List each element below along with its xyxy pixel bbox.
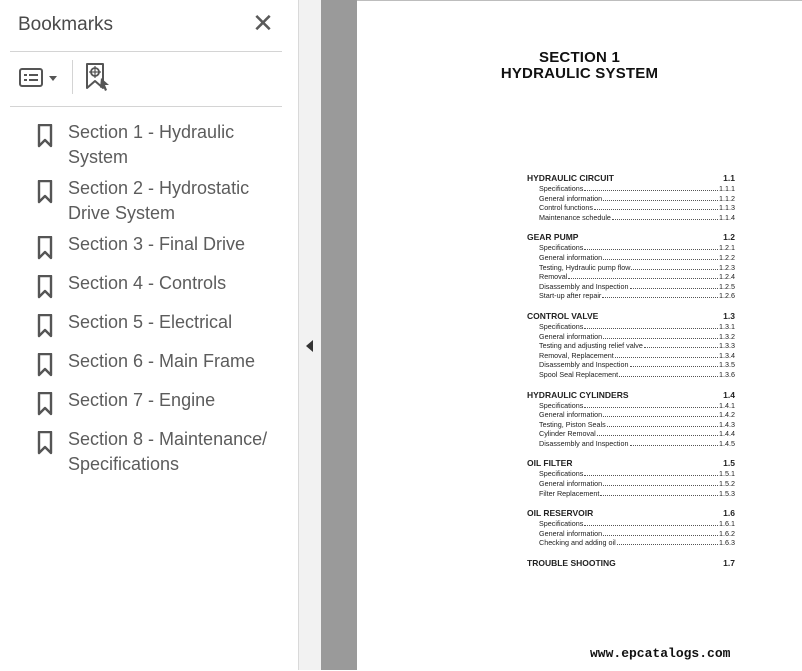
- bookmark-icon: [36, 180, 56, 204]
- section-title: HYDRAULIC SYSTEM: [500, 65, 659, 82]
- collapse-panel-button[interactable]: [303, 338, 317, 354]
- toc-entry: [527, 332, 735, 342]
- toc-entry: [527, 351, 735, 361]
- divider: [10, 106, 282, 107]
- toc-entry-text: Removal, Replacement: [539, 350, 614, 360]
- toc-section: [527, 508, 735, 548]
- toc-entry-number: 1.3.6: [719, 369, 735, 379]
- toc-entry-number: 1.6.2: [719, 528, 735, 538]
- toc-entry-number: 1.1.3: [719, 203, 735, 213]
- toc-entry-number: 1.4.2: [719, 410, 735, 420]
- list-options-icon: [18, 65, 62, 91]
- table-of-contents: [527, 173, 735, 569]
- toc-entry-text: Filter Replacement: [539, 488, 600, 498]
- toc-heading-number: 1.1: [723, 173, 735, 183]
- toc-leader-dots: [584, 248, 718, 250]
- toc-entry-number: 1.6.3: [719, 538, 735, 548]
- toc-entry-number: 1.1.2: [719, 193, 735, 203]
- toc-heading-number: 1.5: [723, 458, 735, 469]
- toc-entry-number: 1.3.2: [719, 331, 735, 341]
- toc-entry: [527, 370, 735, 380]
- toc-section: [527, 458, 735, 498]
- toc-leader-dots: [630, 287, 719, 289]
- toc-leader-dots: [584, 189, 718, 191]
- toc-leader-dots: [603, 484, 718, 486]
- toc-entry-text: General information: [539, 479, 603, 489]
- toc-section: [527, 173, 735, 222]
- toc-section: [527, 390, 735, 449]
- toc-entry: [527, 291, 735, 301]
- toc-section: [527, 311, 735, 380]
- toc-entry: [527, 420, 735, 430]
- toc-heading-number: 1.4: [723, 389, 735, 400]
- toc-leader-dots: [584, 327, 718, 329]
- toc-heading-text: HYDRAULIC CIRCUIT: [527, 173, 614, 183]
- toc-heading: [527, 311, 735, 322]
- toc-entry-text: Control functions: [539, 203, 593, 213]
- bookmark-label: Section 6 - Main Frame: [68, 351, 256, 371]
- toc-leader-dots: [612, 218, 718, 220]
- toc-entry: [527, 213, 735, 223]
- toc-entry: [527, 469, 735, 479]
- bookmark-label: Section 2 - Hydrostatic Drive System: [68, 178, 250, 223]
- toc-entry: [527, 401, 735, 411]
- toc-entry: [527, 489, 735, 499]
- toc-entry-number: 1.2.4: [719, 272, 735, 282]
- toc-entry: [527, 322, 735, 332]
- toc-leader-dots: [603, 199, 718, 201]
- toc-entry: [527, 263, 735, 273]
- page-margin-band: [321, 0, 357, 670]
- toc-entry-text: General information: [539, 193, 603, 203]
- toc-entry-number: 1.2.1: [719, 243, 735, 253]
- watermark: www.epcatalogs.com: [590, 646, 731, 661]
- toc-entry-text: Specifications: [539, 519, 584, 529]
- toc-leader-dots: [594, 208, 718, 210]
- bookmark-icon: [36, 431, 56, 455]
- toc-entry: [527, 184, 735, 194]
- toc-entry-text: General information: [539, 331, 603, 341]
- toc-leader-dots: [568, 277, 718, 279]
- divider: [10, 51, 282, 52]
- find-current-bookmark-button[interactable]: [84, 62, 112, 92]
- panel-splitter[interactable]: [299, 0, 321, 670]
- toc-leader-dots: [615, 356, 718, 358]
- toc-entry-number: 1.4.4: [719, 429, 735, 439]
- toc-heading-text: OIL FILTER: [527, 458, 573, 469]
- toc-leader-dots: [584, 524, 718, 526]
- toc-entry-text: Disassembly and Inspection: [539, 281, 629, 291]
- toc-heading-number: 1.3: [723, 310, 735, 321]
- toc-heading-text: CONTROL VALVE: [527, 310, 599, 321]
- toc-entry-text: Testing and adjusting relief valve: [539, 341, 643, 351]
- toc-leader-dots: [603, 258, 718, 260]
- toc-leader-dots: [597, 434, 718, 436]
- bookmarks-panel: [0, 0, 299, 670]
- toc-heading-number: 1.7: [723, 558, 735, 569]
- toc-entry-text: Disassembly and Inspection: [539, 360, 629, 370]
- toc-entry: [527, 538, 735, 548]
- toc-entry: [527, 341, 735, 351]
- toc-entry-number: 1.4.5: [719, 438, 735, 448]
- bookmark-label: Section 5 - Electrical: [68, 312, 233, 332]
- toc-entry-text: Specifications: [539, 321, 584, 331]
- toc-entry-number: 1.5.1: [719, 469, 735, 479]
- toc-entry: [527, 272, 735, 282]
- toc-heading-text: GEAR PUMP: [527, 232, 579, 243]
- bookmark-icon: [36, 236, 56, 260]
- toc-entry-text: Removal: [539, 272, 568, 282]
- toc-entry-text: General information: [539, 252, 603, 262]
- toc-entry-text: Testing, Hydraulic pump flow: [539, 262, 631, 272]
- toc-leader-dots: [603, 415, 718, 417]
- toc-leader-dots: [602, 296, 718, 298]
- toc-leader-dots: [584, 474, 718, 476]
- toc-entry-text: General information: [539, 528, 603, 538]
- bookmark-icon: [36, 124, 56, 148]
- toc-leader-dots: [619, 375, 718, 377]
- bookmark-label: Section 4 - Controls: [68, 273, 227, 293]
- bookmark-icon: [36, 275, 56, 299]
- toc-leader-dots: [630, 365, 719, 367]
- toc-entry-text: Disassembly and Inspection: [539, 438, 629, 448]
- toc-entry-number: 1.2.2: [719, 252, 735, 262]
- toc-entry: [527, 479, 735, 489]
- toc-heading: [527, 232, 735, 243]
- toc-entry-number: 1.5.2: [719, 479, 735, 489]
- toc-heading-number: 1.6: [723, 508, 735, 519]
- bookmark-label: Section 3 - Final Drive: [68, 234, 246, 254]
- toc-entry-text: General information: [539, 410, 603, 420]
- toc-entry: [527, 429, 735, 439]
- toc-entry-text: Specifications: [539, 184, 584, 193]
- toc-entry-number: 1.3.3: [719, 341, 735, 351]
- bookmark-icon: [36, 314, 56, 338]
- toc-entry-text: Spool Seal Replacement: [539, 369, 619, 379]
- toc-entry: [527, 519, 735, 529]
- toc-entry: [527, 282, 735, 292]
- section-number: SECTION 1: [539, 49, 620, 66]
- toc-entry: [527, 360, 735, 370]
- toc-heading: [527, 173, 735, 184]
- toc-entry: [527, 410, 735, 420]
- toc-leader-dots: [600, 494, 718, 496]
- toc-heading: [527, 558, 735, 569]
- document-page[interactable]: [357, 0, 802, 671]
- toc-leader-dots: [644, 346, 718, 348]
- toc-leader-dots: [630, 444, 719, 446]
- toc-entry-number: 1.3.4: [719, 350, 735, 360]
- toc-leader-dots: [584, 406, 718, 408]
- toc-entry: [527, 243, 735, 253]
- toc-heading-text: OIL RESERVOIR: [527, 508, 594, 519]
- toc-entry-number: 1.4.3: [719, 419, 735, 429]
- toc-entry-text: Cylinder Removal: [539, 429, 596, 439]
- toc-leader-dots: [607, 425, 718, 427]
- toc-entry-text: Checking and adding oil: [539, 538, 616, 548]
- panel-title: Bookmarks: [18, 14, 114, 35]
- toc-entry-number: 1.3.5: [719, 360, 735, 370]
- toc-entry-number: 1.3.1: [719, 321, 735, 331]
- toc-leader-dots: [631, 268, 718, 270]
- toc-leader-dots: [603, 534, 718, 536]
- bookmark-label: Section 7 - Engine: [68, 390, 216, 410]
- toc-entry-number: 1.2.3: [719, 262, 735, 272]
- find-current-bookmark-icon: [84, 62, 112, 92]
- toc-entry: [527, 194, 735, 204]
- toc-entry-number: 1.2.5: [719, 281, 735, 291]
- toc-entry-number: 1.1.1: [719, 184, 735, 193]
- toc-heading-number: 1.2: [723, 232, 735, 243]
- toc-entry-number: 1.5.3: [719, 488, 735, 498]
- toolbar-separator: [72, 60, 73, 94]
- toc-entry: [527, 203, 735, 213]
- bookmark-label: Section 1 - Hydraulic System: [68, 122, 235, 167]
- toc-entry: [527, 529, 735, 539]
- bookmark-options-button[interactable]: [18, 64, 62, 92]
- toc-heading-text: TROUBLE SHOOTING: [527, 558, 616, 569]
- toc-heading: [527, 508, 735, 519]
- toc-entry-number: 1.4.1: [719, 400, 735, 410]
- toc-entry: [527, 253, 735, 263]
- toc-entry-text: Testing, Piston Seals: [539, 419, 606, 429]
- bookmark-icon: [36, 353, 56, 377]
- toc-entry-text: Maintenance schedule: [539, 212, 611, 222]
- toc-entry-text: Start-up after repair: [539, 291, 602, 301]
- bookmark-icon: [36, 392, 56, 416]
- toc-entry-number: 1.6.1: [719, 519, 735, 529]
- close-panel-button[interactable]: ✕: [252, 8, 274, 38]
- toc-heading: [527, 458, 735, 469]
- toc-leader-dots: [603, 337, 718, 339]
- bookmark-label: Section 8 - Maintenance/ Specifications: [68, 429, 268, 474]
- triangle-left-icon: [303, 338, 317, 354]
- toc-section: [527, 558, 735, 569]
- toc-entry-number: 1.1.4: [719, 212, 735, 222]
- toc-entry-text: Specifications: [539, 469, 584, 479]
- toc-entry-text: Specifications: [539, 400, 584, 410]
- toc-heading: [527, 390, 735, 401]
- toc-leader-dots: [617, 543, 718, 545]
- toc-entry: [527, 439, 735, 449]
- toc-heading-text: HYDRAULIC CYLINDERS: [527, 389, 629, 400]
- toc-entry-text: Specifications: [539, 243, 584, 253]
- toc-entry-number: 1.2.6: [719, 291, 735, 301]
- toc-section: [527, 232, 735, 301]
